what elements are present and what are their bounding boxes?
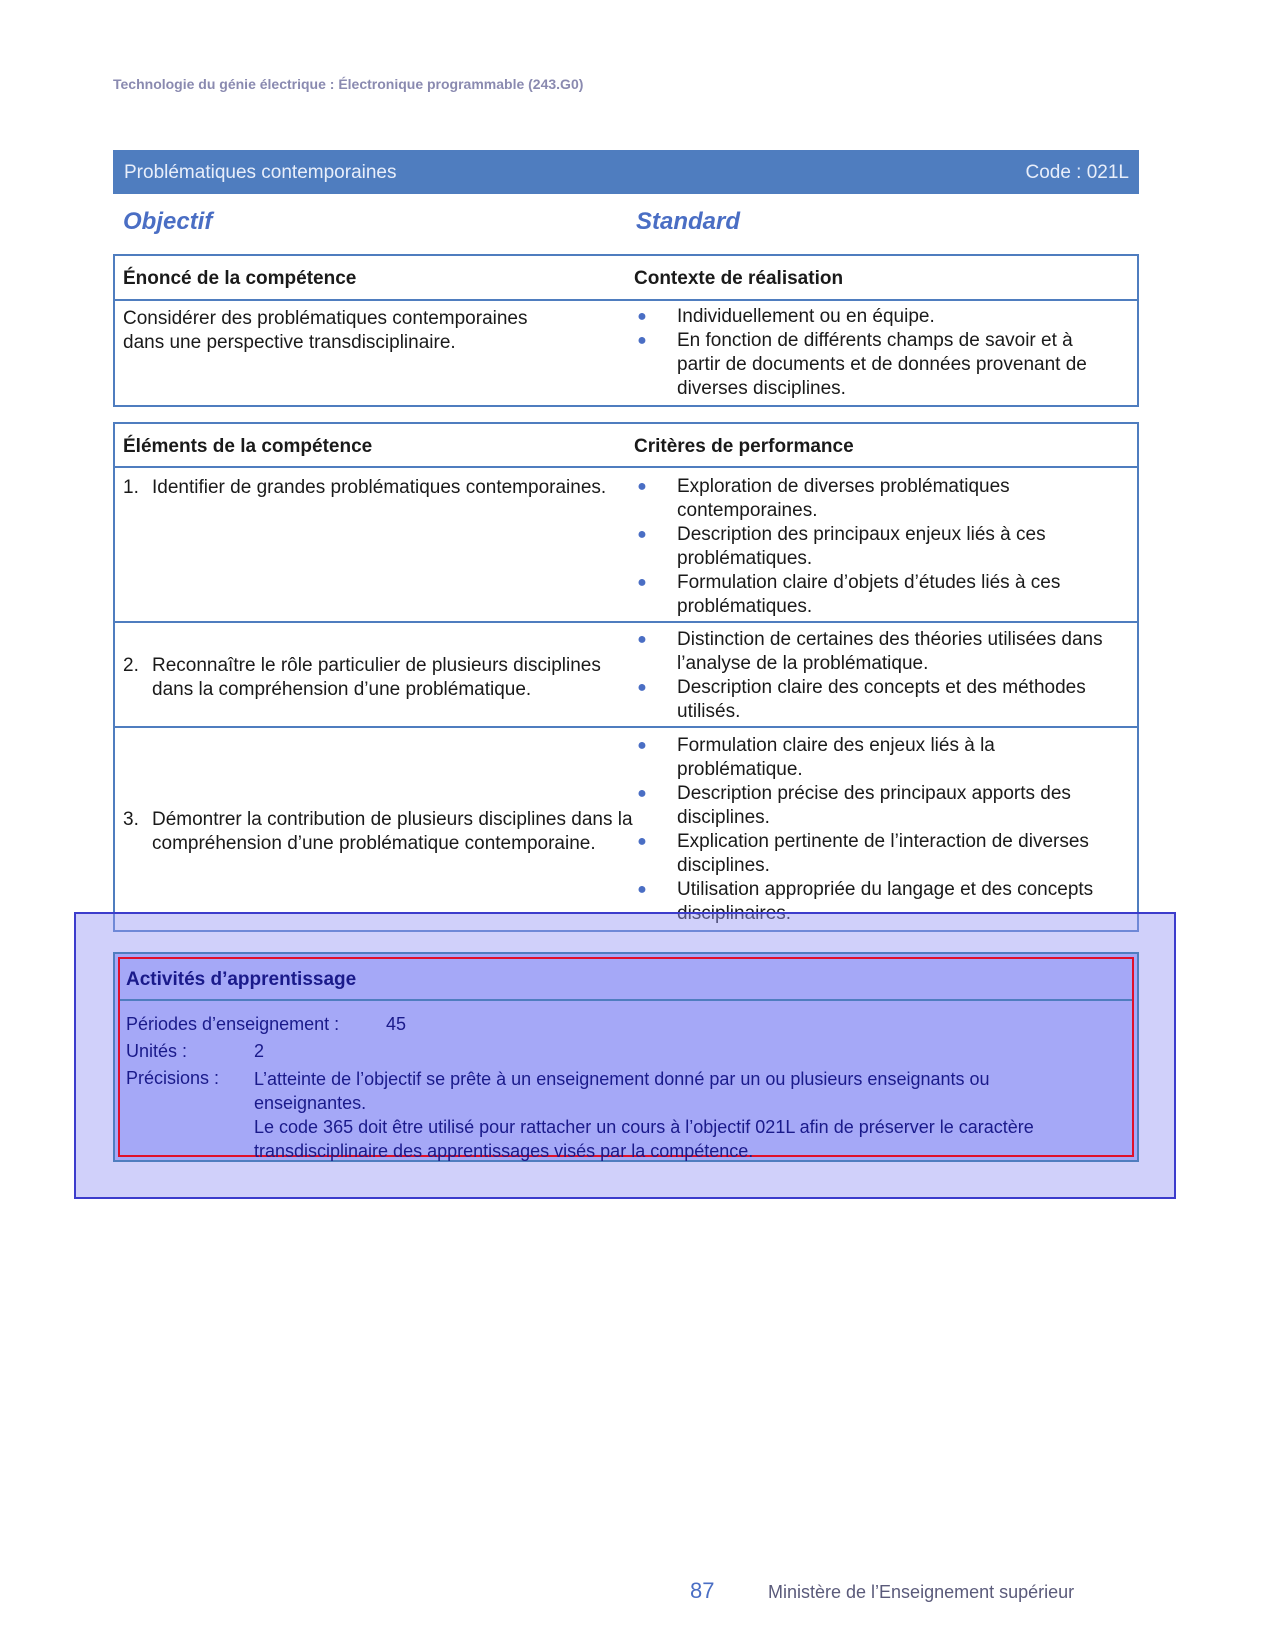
criteria-item: ● Description des principaux enjeux liés à ces problématiques. (632, 523, 1102, 571)
criteria-item: ● Formulation claire d’objets d’études liés à ces problématiques. (632, 571, 1102, 619)
bullet-icon: ● (637, 785, 647, 802)
page-number: 87 (690, 1578, 715, 1603)
bullet-icon: ● (637, 308, 647, 325)
statement-heading: Énoncé de la compétence (123, 268, 357, 289)
standard-heading: Standard (636, 208, 741, 235)
bullet-icon: ● (637, 478, 647, 495)
element-item (123, 808, 652, 856)
precisions-text-2: Le code 365 doit être utilisé pour rattacher un cours à l’objectif 021L afin de préserver le caractère transdisciplinaire des apprentissages visés par la compétence. (254, 1117, 1034, 1161)
competency-title: Problématiques contemporaines (124, 162, 397, 183)
elements-heading: Éléments de la compétence (123, 436, 373, 457)
bullet-icon: ● (637, 332, 647, 349)
periods-value: 45 (386, 1014, 407, 1034)
units-value: 2 (254, 1041, 265, 1061)
element-text: Démontrer la contribution de plusieurs disciplines dans la compréhension d’une problématique contemporaine. (152, 809, 633, 854)
element-text: Identifier de grandes problématiques contemporaines. (152, 477, 607, 498)
context-item: ● Individuellement ou en équipe. (632, 305, 1112, 329)
ministry-name: Ministère de l’Enseignement supérieur (768, 1582, 1075, 1602)
bullet-icon: ● (637, 679, 647, 696)
criteria-list (632, 628, 1122, 724)
bullet-icon: ● (637, 881, 647, 898)
criteria-item: ● Description précise des principaux apports des disciplines. (632, 782, 1112, 830)
criteria-item: ● Utilisation appropriée du langage et des concepts disciplinaires. (632, 878, 1112, 926)
element-number: 2. (123, 655, 139, 676)
context-heading: Contexte de réalisation (634, 268, 844, 289)
bullet-icon: ● (637, 574, 647, 591)
divider (120, 999, 1132, 1001)
context-list (632, 305, 1112, 401)
objective-heading: Objectif (123, 208, 213, 235)
precisions-label: Précisions : (126, 1068, 220, 1088)
bullet-icon: ● (637, 526, 647, 543)
activities-title: Activités d’apprentissage (126, 969, 357, 990)
criteria-item: ● Formulation claire des enjeux liés à la problématique. (632, 734, 1112, 782)
statement-text-line1: Considérer des problématiques contemporaines (123, 308, 528, 329)
bullet-icon: ● (637, 833, 647, 850)
criteria-heading: Critères de performance (634, 436, 854, 457)
bullet-icon: ● (637, 631, 647, 648)
element-text: Reconnaître le rôle particulier de plusieurs disciplines dans la compréhension d’une problématique. (152, 655, 601, 700)
activities-box (113, 952, 1139, 1162)
element-item (123, 476, 642, 500)
bullet-icon: ● (637, 737, 647, 754)
running-header: Technologie du génie électrique : Électronique programmable (243.G0) (113, 76, 584, 92)
divider (113, 726, 1139, 728)
criteria-list (632, 734, 1112, 926)
criteria-item: ● Explication pertinente de l’interaction de diverses disciplines. (632, 830, 1112, 878)
criteria-item: ● Description claire des concepts et des méthodes utilisés. (632, 676, 1122, 724)
criteria-list (632, 475, 1102, 619)
competency-code: Code : 021L (1025, 162, 1129, 183)
context-item: ● En fonction de différents champs de savoir et à partir de documents et de données provenant de diverses disciplines. (632, 329, 1112, 401)
periods-label: Périodes d’enseignement : (126, 1014, 340, 1034)
precisions-text-1: L’atteinte de l’objectif se prête à un enseignement donné par un ou plusieurs enseignants ou enseignantes. (254, 1069, 990, 1113)
element-item (123, 654, 642, 702)
divider (113, 621, 1139, 623)
divider (113, 466, 1139, 468)
statement-text-line2: dans une perspective transdisciplinaire. (123, 332, 456, 353)
units-label: Unités : (126, 1041, 188, 1061)
divider (113, 299, 1139, 301)
criteria-item: ● Distinction de certaines des théories utilisées dans l’analyse de la problématique. (632, 628, 1122, 676)
criteria-item: ● Exploration de diverses problématiques contemporaines. (632, 475, 1102, 523)
competency-title-bar (113, 150, 1139, 194)
element-number: 3. (123, 809, 139, 830)
activities-highlight (118, 957, 1134, 1161)
element-number: 1. (123, 477, 139, 498)
